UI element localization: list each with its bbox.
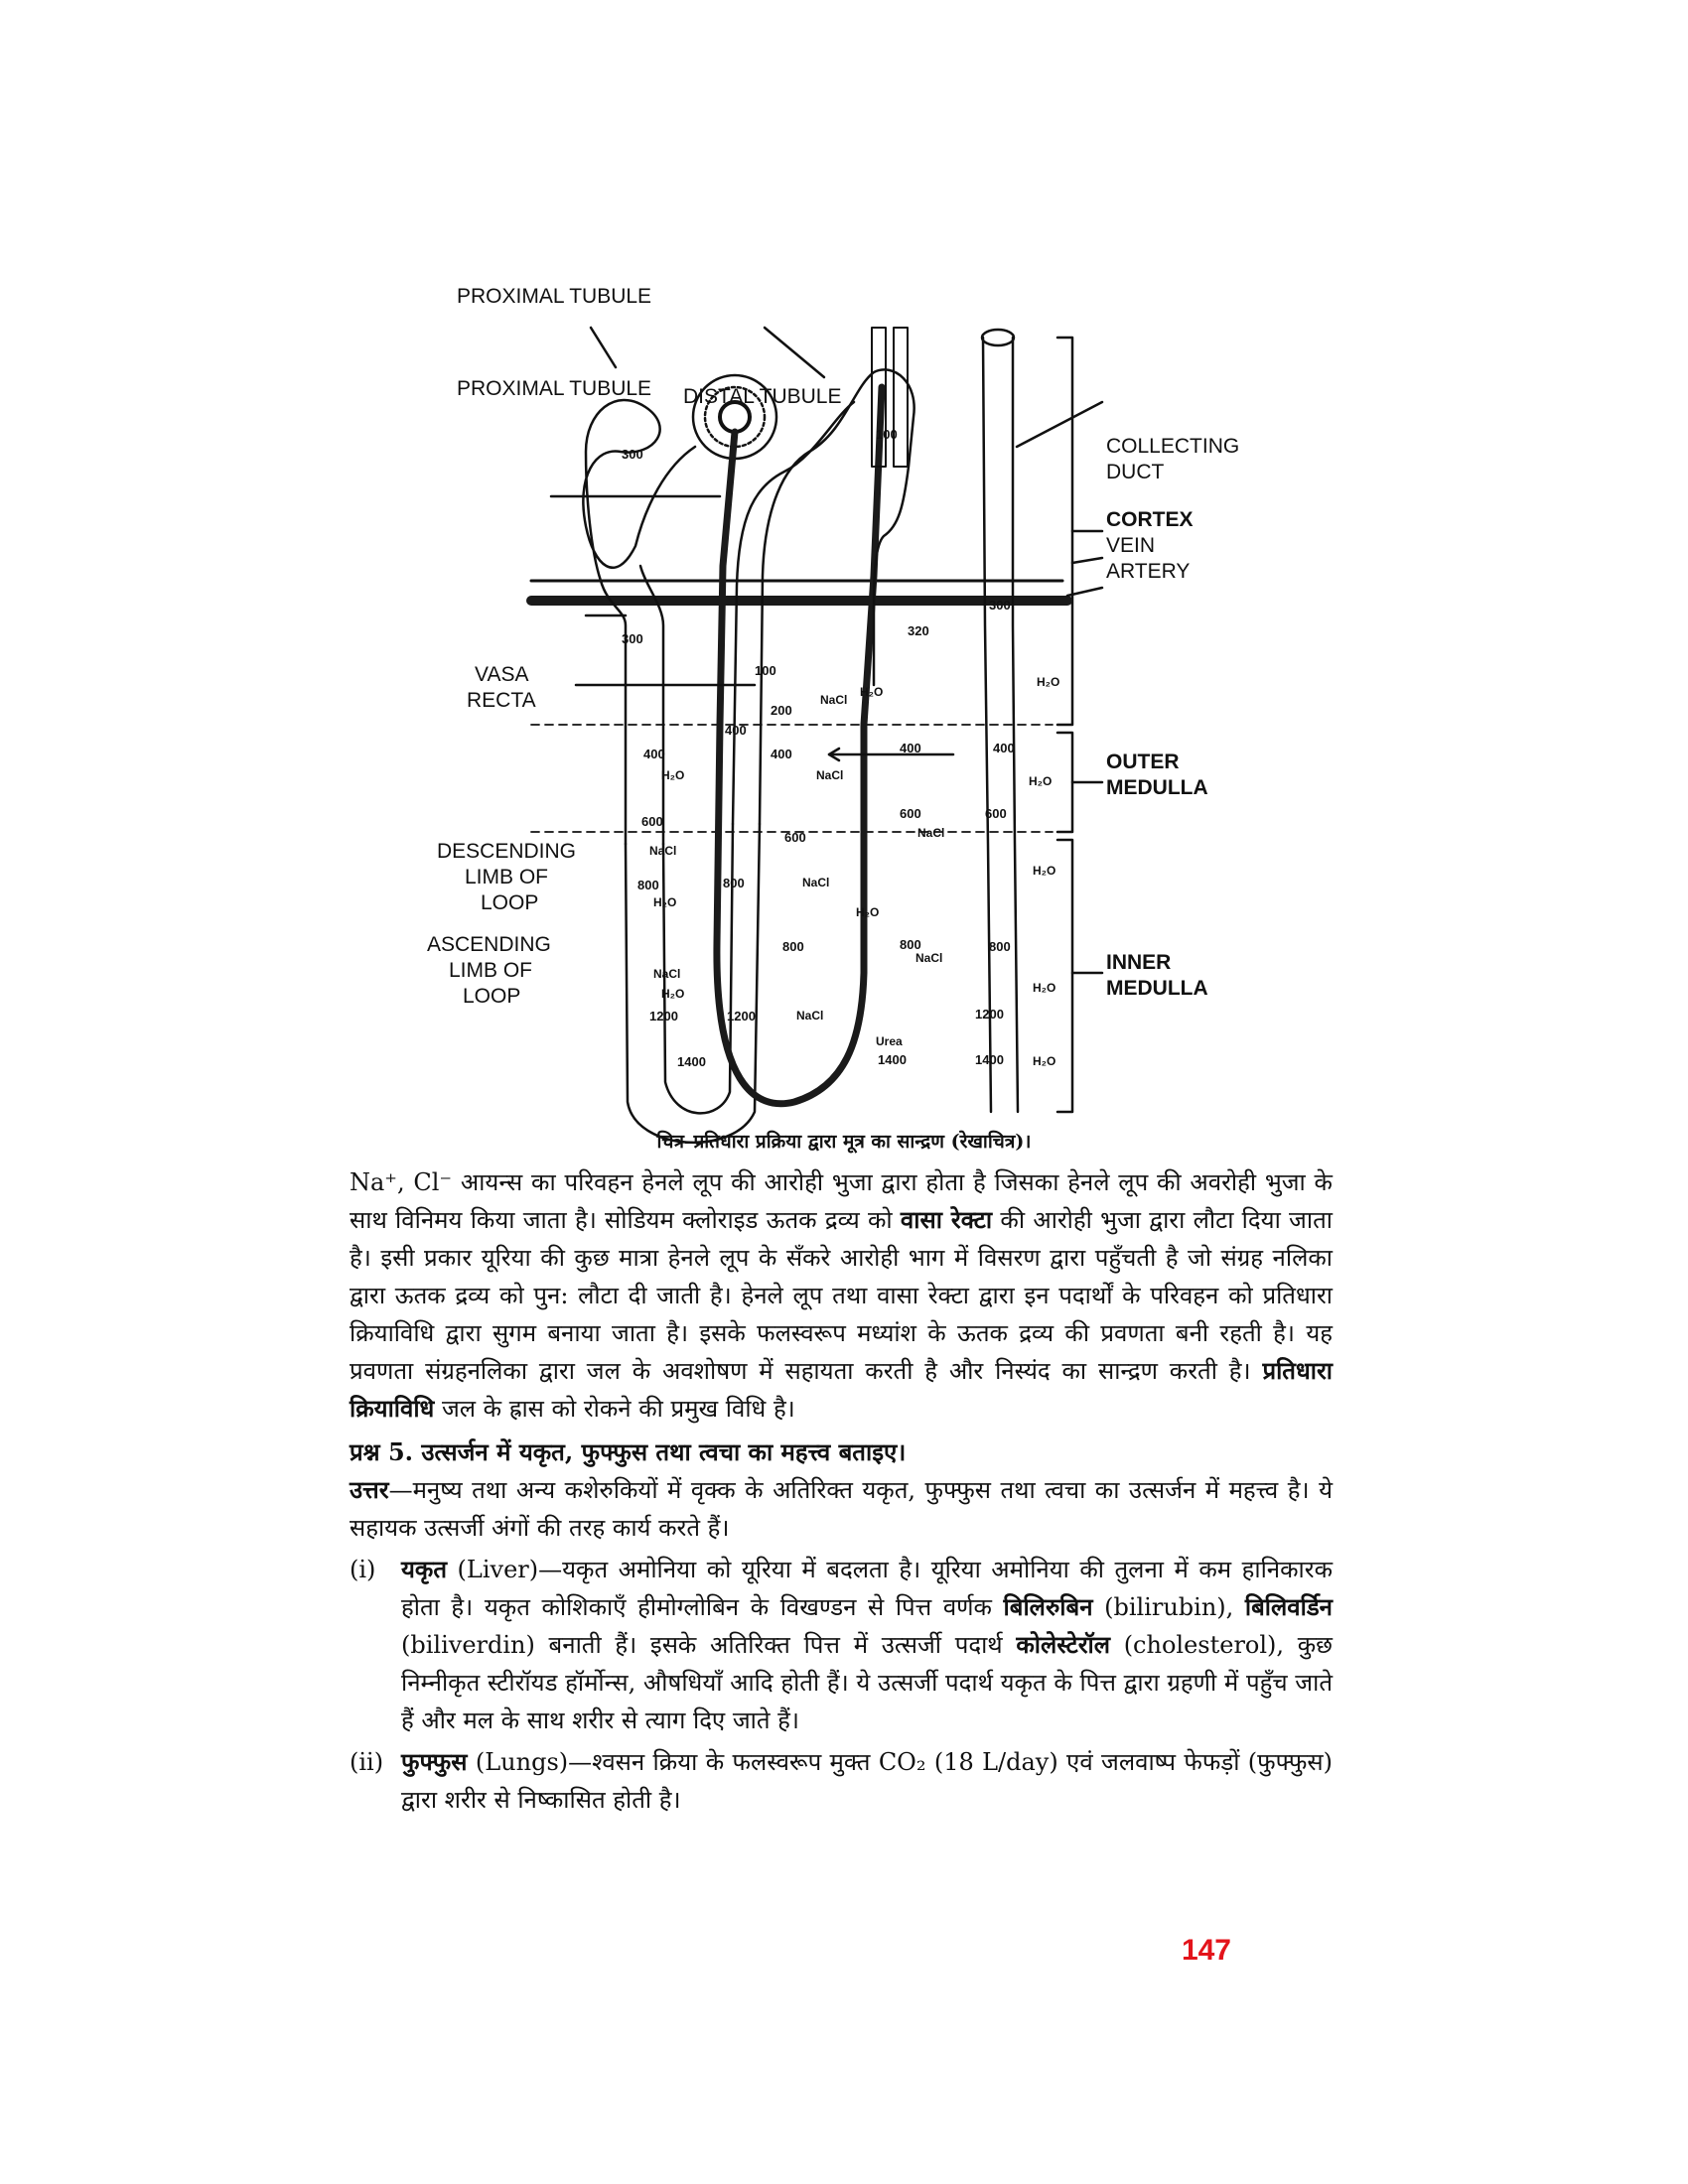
bold-term: बिलिवर्डिन [1244, 1592, 1333, 1621]
nacl-label: NaCl [653, 967, 681, 981]
text: (biliverdin) बनाती हैं। इसके अतिरिक्त पित्त में उत्सर्जी पदार्थ [401, 1631, 1017, 1659]
h2o-label: H₂O [856, 905, 880, 919]
osm-value: 300 [622, 631, 643, 646]
ion-symbols: Na⁺, Cl⁻ [350, 1168, 453, 1196]
osm-value: 1200 [649, 1009, 678, 1024]
list-marker: (ii) [350, 1748, 384, 1776]
osm-value: 1400 [878, 1052, 907, 1067]
osm-value: 1200 [727, 1009, 756, 1024]
label-vasa: VASA [475, 663, 529, 686]
h2o-label: H₂O [661, 987, 685, 1001]
osm-value: 1400 [975, 1052, 1004, 1067]
label-proximal-tubule: PROXIMAL TUBULE [457, 285, 652, 308]
text: आयन्स का परिवहन हेनले लूप की आरोही भुजा द्वारा होता है जिसका हेनले लूप की अवरोही भुजा के साथ विनिमय किया जाता है। सोडियम क्लोराइड ऊतक द्रव्य को [350, 1168, 1333, 1234]
nacl-label: NaCl [917, 826, 945, 840]
h2o-label: H₂O [661, 768, 685, 782]
osm-value: 1200 [975, 1007, 1004, 1022]
label-collecting: COLLECTING [1106, 435, 1240, 458]
bold-term: कोलेस्टेरॉल [1016, 1630, 1110, 1659]
body-text [350, 1163, 1333, 1819]
list-item [350, 1743, 1333, 1819]
figure-caption: चित्र–प्रतिधारा प्रक्रिया द्वारा मूत्र का सान्द्रण (रेखाचित्र)। [656, 1131, 1032, 1153]
label-medulla-outer: MEDULLA [1106, 776, 1208, 799]
osm-value: 800 [723, 876, 745, 890]
osm-value: 800 [900, 937, 921, 952]
label-outer: OUTER [1106, 751, 1180, 773]
page-number: 147 [1181, 1934, 1231, 1967]
osm-value: 320 [908, 623, 929, 638]
bold-term: फुफ्फुस [401, 1747, 468, 1776]
osm-value: 400 [900, 741, 921, 755]
nacl-label: NaCl [915, 951, 943, 965]
urea-label: Urea [876, 1034, 903, 1048]
label-descending: DESCENDING [437, 840, 577, 863]
text: जल के ह्रास को रोकने की प्रमुख विधि है। [434, 1395, 795, 1423]
text: (18 L/day) एवं जलवाष्प फेफड़ों (फुफ्फुस) द्वारा शरीर से निष्कासित होती है। [401, 1748, 1334, 1814]
text: (Lungs)—श्वसन क्रिया के फलस्वरूप मुक्त [467, 1748, 879, 1776]
answer-label: उत्तर [350, 1475, 389, 1504]
nacl-label: NaCl [820, 693, 848, 707]
osm-value: 800 [637, 878, 659, 892]
list-text [401, 1743, 1333, 1819]
bold-term: वासा रेक्टा [900, 1205, 993, 1234]
label-ascending-2: LIMB OF [449, 959, 533, 982]
text: —मनुष्य तथा अन्य कशेरुकियों में वृक्क के अतिरिक्त यकृत, फुफ्फुस तथा त्वचा का उत्सर्जन में महत्त्व है। ये सहायक उत्सर्जी अंगों की तरह कार्य करते हैं। [350, 1476, 1333, 1542]
osm-value: 800 [989, 939, 1011, 954]
text: (bilirubin), [1092, 1593, 1245, 1621]
label-vein: VEIN [1106, 534, 1156, 557]
bold-term: प्रतिधारा क्रियाविधि [350, 1356, 1333, 1423]
label-ascending: ASCENDING [427, 933, 551, 956]
nacl-label: NaCl [802, 876, 830, 889]
nacl-label: NaCl [649, 844, 677, 858]
h2o-label: H₂O [860, 685, 884, 699]
osm-value: 400 [771, 747, 792, 761]
osm-value: 600 [641, 814, 663, 829]
text: की आरोही भुजा द्वारा लौटा दिया जाता है। इसी प्रकार यूरिया की कुछ मात्रा हेनले लूप के सँकरे आरोही भाग में विसरण द्वारा पहुँचती है जो संग्रह नलिका द्वारा ऊतक द्रव्य को पुन: लौटा दी जाती है। हेनले लूप तथा वासा रेक्टा द्वारा इन पदार्थों के परिवहन को प्रतिधारा क्रियाविधि द्वारा सुगम बनाया जाता है। इसके फलस्वरूप मध्यांश के ऊतक द्रव्य की प्रवणता बनी रहती है। यह प्रवणता संग्रहनलिका द्वारा जल के अवशोषण में सहायता करती है और निस्यंद का सान्द्रण करती है। [350, 1206, 1333, 1385]
osm-value: 300 [622, 447, 643, 462]
h2o-label: H₂O [1033, 981, 1056, 995]
label-descending-3: LOOP [481, 891, 539, 914]
nacl-label: NaCl [816, 768, 844, 782]
h2o-label: H₂O [1037, 675, 1060, 689]
h2o-label: H₂O [1033, 1054, 1056, 1068]
label-proximal: PROXIMAL TUBULE [457, 377, 652, 400]
osm-value: 100 [755, 663, 776, 678]
nacl-label: NaCl [796, 1009, 824, 1023]
label-descending-2: LIMB OF [465, 866, 549, 888]
osm-value: 200 [771, 703, 792, 718]
question-heading: प्रश्न 5. उत्सर्जन में यकृत, फुफ्फुस तथा त्वचा का महत्त्व बताइए। [350, 1437, 907, 1466]
label-ascending-3: LOOP [463, 985, 521, 1008]
osm-value: 600 [784, 830, 806, 845]
label-artery: ARTERY [1106, 560, 1191, 583]
h2o-label: H₂O [1029, 774, 1053, 788]
label-medulla-inner: MEDULLA [1106, 977, 1208, 1000]
osm-value: 1400 [677, 1054, 706, 1069]
list-text [401, 1551, 1333, 1739]
label-distal: DISTAL TUBULE [683, 385, 842, 408]
h2o-label: H₂O [653, 895, 677, 909]
paragraph-1 [350, 1163, 1333, 1428]
osm-value: 800 [782, 939, 804, 954]
answer-paragraph [350, 1471, 1333, 1547]
osm-value: 100 [876, 427, 898, 442]
osm-value: 400 [993, 741, 1015, 755]
osm-value: 400 [725, 723, 747, 738]
label-cortex: CORTEX [1106, 508, 1194, 531]
text: (cholesterol), कुछ निम्नीकृत स्टीरॉयड हॉर्मोन्स, औषधियाँ आदि होती हैं। ये उत्सर्जी पदार्थ यकृत के पित्त द्वारा ग्रहणी में पहुँच जाते हैं और मल के साथ शरीर से त्याग दिए जाते हैं। [401, 1631, 1333, 1734]
label-recta: RECTA [467, 689, 536, 712]
h2o-label: H₂O [1033, 864, 1056, 878]
osm-value: 300 [989, 598, 1011, 613]
bold-term: यकृत [401, 1555, 448, 1583]
list-item [350, 1551, 1333, 1739]
chem-formula: CO₂ [878, 1748, 926, 1776]
bold-term: बिलिरुबिन [1003, 1592, 1093, 1621]
osm-value: 600 [900, 806, 921, 821]
osm-value: 600 [985, 806, 1007, 821]
osm-value: 400 [643, 747, 665, 761]
label-inner: INNER [1106, 951, 1172, 974]
label-duct: DUCT [1106, 461, 1165, 483]
list-marker: (i) [350, 1556, 376, 1583]
text: (Liver)—यकृत अमोनिया को यूरिया में बदलता है। यूरिया अमोनिया की तुलना में कम हानिकारक होता है। यकृत कोशिकाएँ हीमोग्लोबिन के विखण्डन से पित्त वर्णक [401, 1556, 1333, 1621]
